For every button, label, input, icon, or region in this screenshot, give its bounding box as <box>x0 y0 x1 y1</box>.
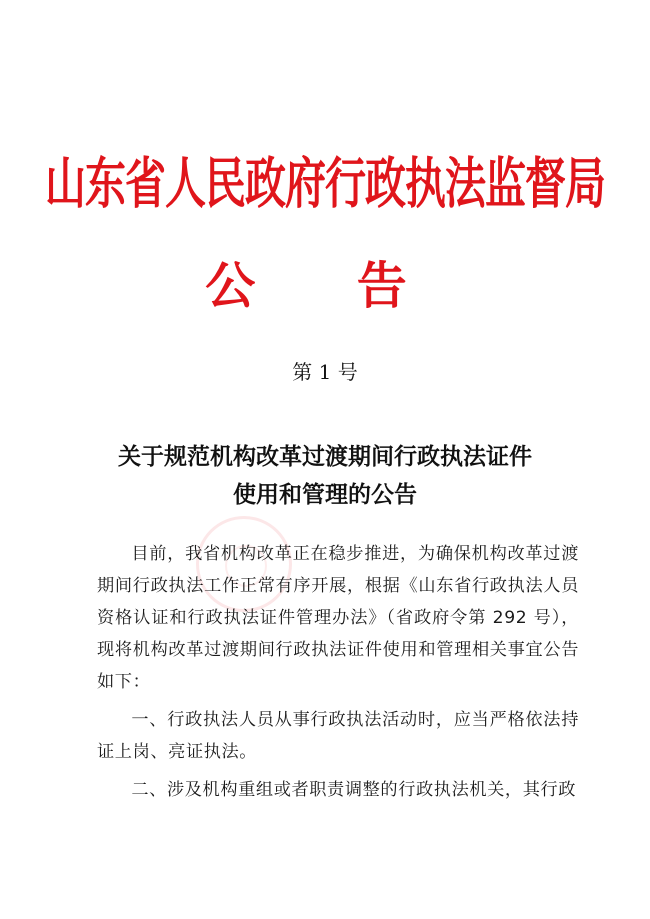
body-paragraph-1: 目前，我省机构改革正在稳步推进，为确保机构改革过渡期间行政执法工作正常有序开展，根据《山东省行政执法人员资格认证和行政执法证件管理办法》（省政府令第 292 号），现将机构改革过渡期间行政执法证件使用和管理相关事宜公告如下： <box>97 544 579 692</box>
title-line-1: 关于规范机构改革过渡期间行政执法证件 <box>118 444 532 470</box>
body-paragraph-3: 二、涉及机构重组或者职责调整的行政执法机关，其行政 <box>131 780 577 800</box>
body-paragraph-2: 一、行政执法人员从事行政执法活动时，应当严格依法持证上岗、亮证执法。 <box>97 710 579 762</box>
document-title <box>0 438 650 514</box>
document-number: 第 1 号 <box>292 360 358 384</box>
issuer-name: 山东省人民政府行政执法监督局 <box>45 151 605 217</box>
document-body <box>97 538 579 812</box>
document-type: 公 告 <box>205 257 449 315</box>
title-line-2: 使用和管理的公告 <box>233 482 417 508</box>
